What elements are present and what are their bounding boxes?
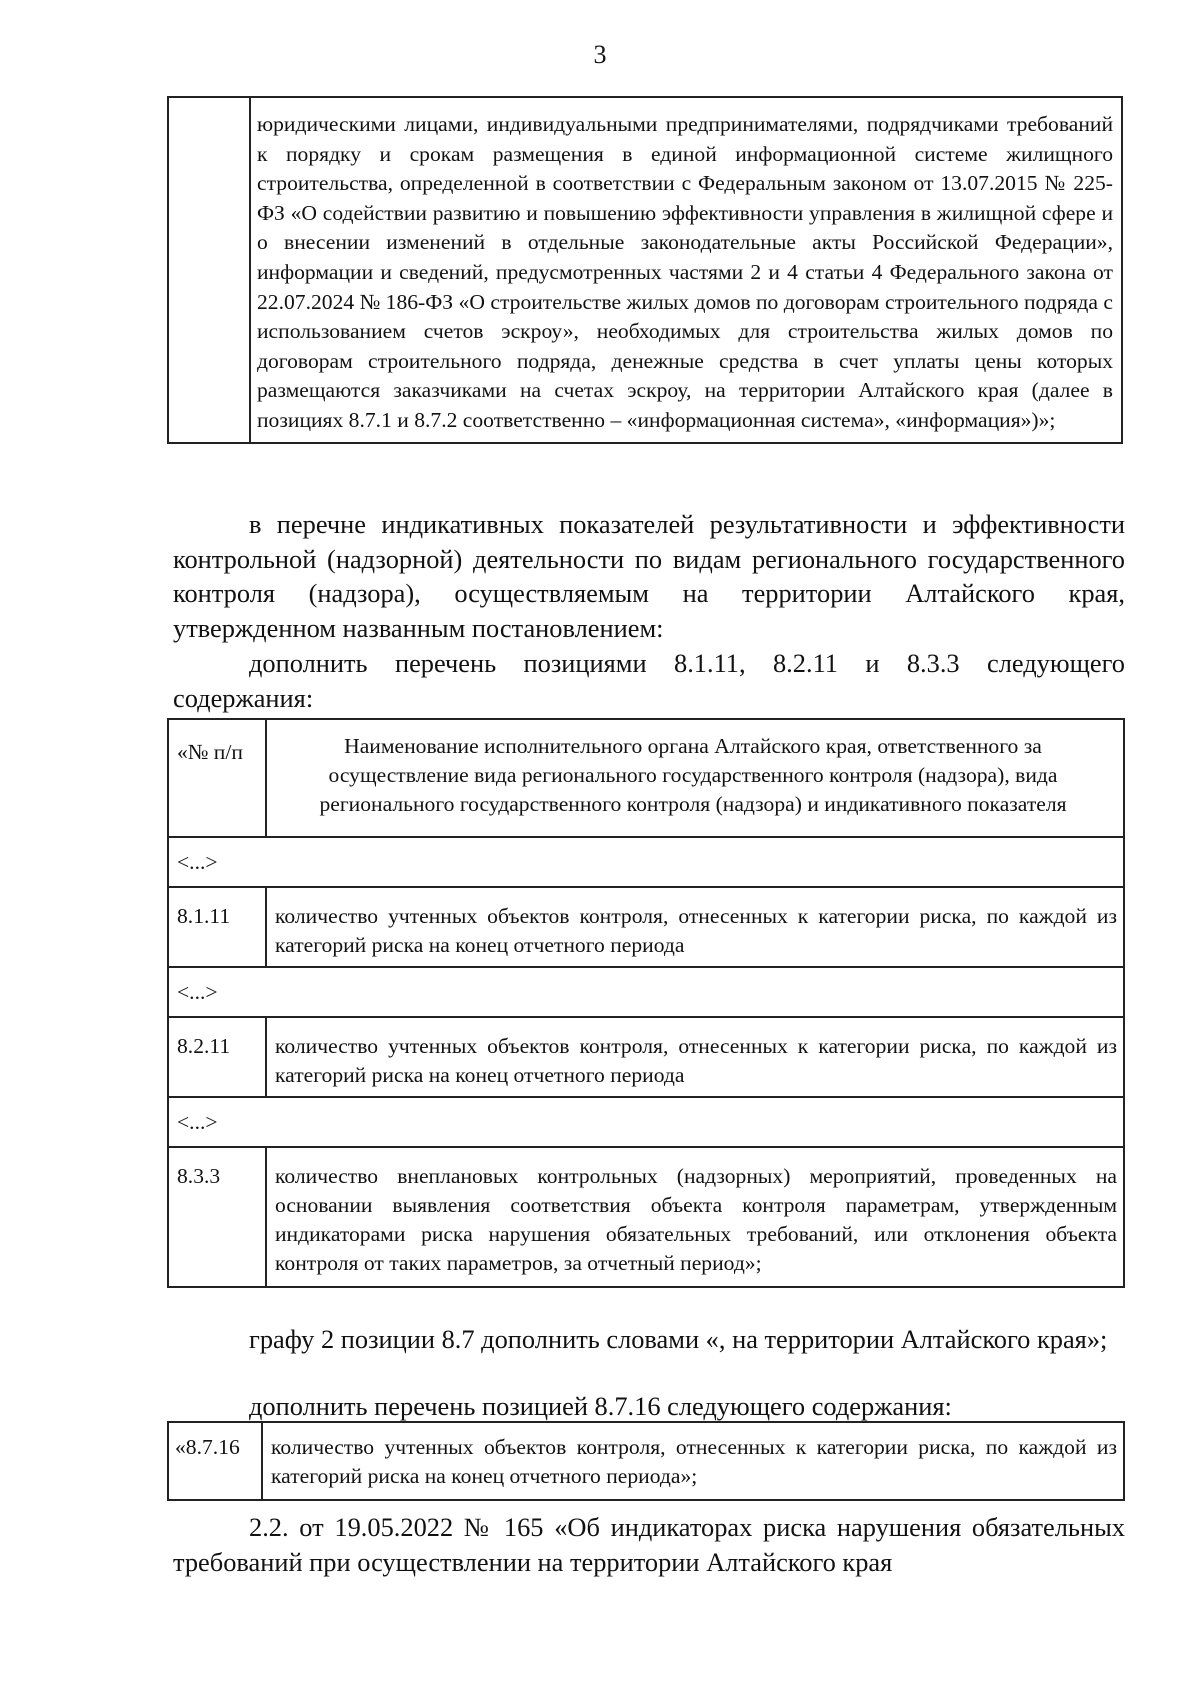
- indicators-table: [167, 718, 1125, 1288]
- table-row-ellipsis: [168, 967, 1124, 1017]
- table-row-ellipsis: [168, 1097, 1124, 1147]
- row-number-cell: 8.1.11: [168, 887, 266, 967]
- row-text-cell: количество учтенных объектов контроля, отнесенных к категории риска, по каждой из категорий риска на конец отчетного периода: [266, 1017, 1124, 1097]
- table-header-row: [168, 719, 1124, 837]
- table-row: [168, 1017, 1124, 1097]
- row-number-cell: «8.7.16: [168, 1422, 262, 1500]
- table-row: [168, 1422, 1124, 1500]
- row-text-cell: количество учтенных объектов контроля, отнесенных к категории риска, по каждой из категорий риска на конец отчетного периода: [266, 887, 1124, 967]
- ellipsis-cell: <...>: [168, 837, 1124, 887]
- table-row: [168, 97, 1122, 443]
- row-text-cell: количество учтенных объектов контроля, отнесенных к категории риска, по каждой из категорий риска на конец отчетного периода»;: [262, 1422, 1124, 1500]
- empty-number-cell: [168, 97, 250, 443]
- table-row-ellipsis: [168, 837, 1124, 887]
- header-number-cell: «№ п/п: [168, 719, 266, 837]
- continued-table: [167, 96, 1123, 444]
- ellipsis-cell: <...>: [168, 1097, 1124, 1147]
- table-row: [168, 887, 1124, 967]
- paragraph-indicators-list: в перечне индикативных показателей результативности и эффективности контрольной (надзорной) деятельности по видам регионального государственного контроля (надзора), осуществляемым на территории Алтайского края, утвержденном названным постановлением:: [173, 509, 1125, 643]
- paragraph-column-2: графу 2 позиции 8.7 дополнить словами «, на территории Алтайского края»;: [249, 1324, 1108, 1354]
- position-8716-table: [167, 1421, 1125, 1501]
- row-text-cell: количество внеплановых контрольных (надзорных) мероприятий, проведенных на основании выявления соответствия объекта контроля параметрам, утвержденным индикаторами риска нарушения обязательных требований, или отклонения объекта контроля от таких параметров, за отчетный период»;: [266, 1147, 1124, 1287]
- table-row: [168, 1147, 1124, 1287]
- row-number-cell: 8.2.11: [168, 1017, 266, 1097]
- header-name-cell: Наименование исполнительного органа Алтайского края, ответственного за осуществление вида регионального государственного контроля (надзора), вида регионального государственного контроля (надзора) и индикативного показателя: [266, 719, 1124, 837]
- paragraph-add-position-8716: дополнить перечень позицией 8.7.16 следующего содержания:: [249, 1391, 952, 1421]
- paragraph-add-positions: дополнить перечень позициями 8.1.11, 8.2.11 и 8.3.3 следующего содержания:: [173, 648, 1125, 713]
- row-number-cell: 8.3.3: [168, 1147, 266, 1287]
- page-number: 3: [593, 40, 607, 69]
- ellipsis-cell: <...>: [168, 967, 1124, 1017]
- continued-text-cell: юридическими лицами, индивидуальными предпринимателями, подрядчиками требований к порядку и срокам размещения в единой информационной системе жилищного строительства, определенной в соответствии с Федеральным законом от 13.07.2015 № 225-ФЗ «О содействии развитию и повышению эффективности управления в жилищной сфере и о внесении изменений в отдельные законодательные акты Российской Федерации», информации и сведений, предусмотренных частями 2 и 4 статьи 4 Федерального закона от 22.07.2024 № 186-ФЗ «О строительстве жилых домов по договорам строительного подряда с использованием счетов эскроу», необходимых для строительства жилых домов по договорам строительного подряда, денежные средства в счет уплаты цены которых размещаются заказчиками на счетах эскроу, на территории Алтайского края (далее в позициях 8.7.1 и 8.7.2 соответственно – «информационная система», «информация»)»;: [250, 97, 1122, 443]
- paragraph-2-2: 2.2. от 19.05.2022 № 165 «Об индикаторах риска нарушения обязательных требований при осуществлении на территории Алтайского края: [173, 1512, 1125, 1577]
